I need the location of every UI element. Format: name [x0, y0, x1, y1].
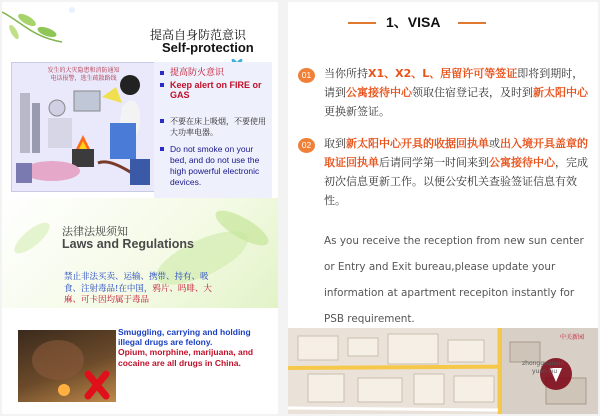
bullet-icon [160, 83, 164, 87]
visa-title: 1、VISA [386, 14, 441, 30]
bullet-icon [160, 71, 164, 75]
laws-title-cn: 法律法规须知 [62, 225, 128, 238]
visa-step-2: 取到新太阳中心开具的收据回执单或出入境开具盖章的取证回执单后请同学第一时间来到公寓接待中心，完成初次信息更新工作。以便公安机关查验签证信息有效性。 [324, 137, 588, 207]
drug-warning-en-highlight: Opium, morphine, marijuana, and cocaine are all drugs in China. [118, 347, 254, 368]
drug-warning-en-text: Smuggling, carrying and holding illegal drugs are felony. [118, 327, 251, 348]
fire-safety-illustration [11, 62, 156, 192]
step-number-01: 01 [298, 68, 315, 83]
bullet-icon [160, 119, 164, 123]
campus-map[interactable] [288, 328, 598, 414]
self-protection-title-cn: 提高自身防范意识 [150, 28, 247, 42]
step-number-02: 02 [298, 138, 315, 153]
visa-step-1: 当你所持X1、X2、L、居留许可等签证即将到期时，请到公寓接待中心领取住宿登记表，及时到新太阳中心更换新签证。 [324, 67, 588, 118]
drug-photo [18, 330, 116, 402]
map-label-en2: yuan Gu [532, 368, 558, 375]
decorative-plant-icon [2, 2, 112, 62]
bullet-icon [160, 147, 164, 151]
left-panel [2, 2, 278, 414]
self-protection-title-en: Self-protection [162, 40, 254, 55]
map-label-en1: zhongguanxin [522, 360, 565, 367]
right-panel [288, 2, 598, 414]
fire-alert-cn: 提高防火意识 [170, 68, 225, 78]
visa-english-instructions: As you receive the reception from new sun center or Entry and Exit bureau,please update your information at apartment recepiton instantly for PSB requirement. [324, 235, 584, 325]
title-divider-right [458, 22, 486, 24]
prohibited-x-icon [18, 330, 116, 402]
title-divider-left [348, 22, 376, 24]
laws-title-en: Laws and Regulations [62, 237, 194, 251]
drug-warning-cn-highlight: 鸦片、吗啡、大麻、可卡因均属于毒品 [64, 283, 212, 305]
no-smoking-cn: 不要在床上吸烟，不要使用大功率电器。 [170, 117, 266, 137]
fire-safety-notes [154, 62, 272, 204]
drug-warning-cn [64, 272, 224, 307]
map-label-cn: 中关新园 [560, 334, 585, 341]
drug-warning-cn-text: 禁止非法买卖、运输、携带、持有、吸食、注射毒品!在中国， [64, 272, 209, 294]
drug-warning-en [118, 327, 268, 368]
no-smoking-en: Do not smoke on your bed, and do not use the high powerful electronic devices. [170, 144, 260, 187]
fire-alert-en: Keep alert on FIRE or GAS [170, 80, 262, 100]
scene-caption: 发生的大灾隐患和消防通知 电话报警，逃生疏散路线 [47, 67, 120, 82]
